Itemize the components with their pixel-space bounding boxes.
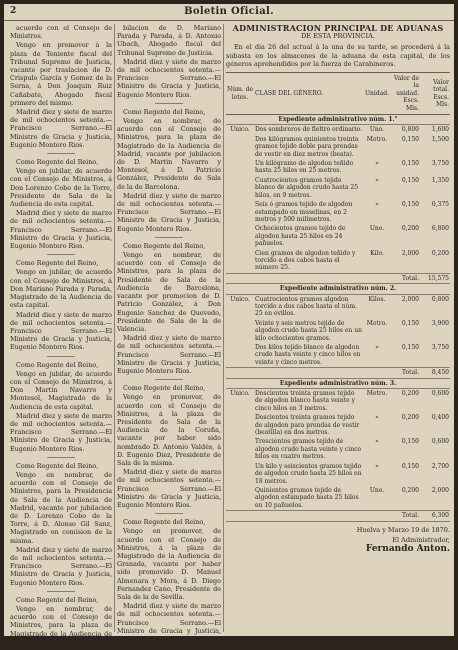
- expediente-total-label: Total.: [226, 273, 420, 283]
- lot-unit-value: 0,150: [401, 160, 419, 168]
- decree-paragraph: Como Regente del Reino,: [16, 461, 99, 470]
- decree-paragraph: Madrid diez y siete de marzo de mil ochocientos setenta.—Francisco Serrano.—El Ministro de Gracia y Justicia, Eugenio Montero Rios.: [117, 602, 221, 644]
- decree-paragraph: Madrid diez y siete de marzo de mil ochocientos setenta.—Francisco Serrano.—El Ministro de Gracia y Justicia, Eugenio Montero Rios.: [117, 334, 221, 375]
- decree-paragraph: Vengo en jubilar, de acuerdo con el Consejo de Ministros, á Don Mariano Parada y Parada, Magistrado de la Audiencia de esta capital.: [10, 268, 112, 310]
- decree-paragraph: Vengo en promover, de acuerdo con el Consejo de Ministros, á la plaza de Magistrado de la Audiencia de Granada, vacante por haber sido promovido D. Manuel Almenara y Mora, á D. Diego Fernandez Cano, Presidente de Sala de la de Sevilla.: [117, 527, 221, 601]
- lot-number: [226, 437, 254, 461]
- notice-signatory-office: El Administrador,: [392, 535, 450, 544]
- expediente-title-row: [226, 284, 450, 294]
- lot-unit-value: 0,150: [401, 201, 419, 209]
- decree-paragraph: Madrid diez y siete de marzo de mil ochocientos setenta.—Francisco Serrano.—El Ministro de Gracia y Justicia, Eugenio Montero Rios.: [10, 209, 112, 251]
- decree-paragraph: Como Regente del Reino,: [16, 158, 99, 167]
- lot-description: Dos kilos tejido blanco de algodon crudo hasta veinte y cinco hilos en veinte y cinco metros.: [255, 344, 361, 366]
- decree-paragraph: Vengo en nombrar, de acuerdo con el Consejo de Ministros, para la plaza de Magistrado de la Audiencia de Madrid, vacante por jubilacion de D. Martin Navarro y Montesol, á D. Patricio González, Presidente de Sala de la de Barcelona.: [117, 117, 221, 191]
- lot-number: [226, 200, 254, 224]
- lot-total-value: 3,900: [431, 319, 449, 327]
- header-total-value: Valor total. Escs. Mls.: [420, 73, 450, 115]
- lot-total-value: 0,600: [431, 390, 449, 398]
- decree-paragraph: Como Regente del Reino,: [16, 360, 99, 369]
- decree-paragraph: Como Regente del Reino,: [123, 384, 206, 393]
- notice-signatory-name: Fernando Anton.: [365, 543, 450, 554]
- lot-description: Trescientos gramos tejido de algodon crudo hasta veinte y cinco hilos en cuatro metros.: [255, 438, 362, 461]
- lot-unit: »: [375, 176, 379, 184]
- expediente-title-row: [226, 378, 450, 388]
- table-row: [226, 294, 450, 319]
- lot-number: [226, 176, 254, 200]
- decree-separator: [155, 379, 183, 380]
- lot-unit-value: 0,150: [401, 319, 419, 327]
- expediente-total-value: 8,450: [420, 368, 450, 378]
- notice-intro: En el dia 26 del actual á la una de su tarde, se procederá á la subasta en los almacenes de la aduana de esta capital, de los géneros aprehendidos por la fuerza de Carabineros.: [226, 43, 450, 68]
- decree-paragraph: Como Regente del Reino,: [123, 241, 206, 250]
- lot-description: Un kilo y seiscientos gramos tejido de algodon crudo hasta 25 hilos en 18 metros.: [255, 462, 362, 485]
- notice-title: ADMINISTRACION PRINCIPAL DE ADUANAS: [232, 23, 444, 33]
- lot-unit: Uno.: [369, 126, 385, 134]
- lot-description: Seis ó gramos tejido de algodon estampado en muselinas, en 2 metros y 500 milímetros.: [255, 201, 353, 223]
- lot-unit-value: 2,000: [401, 249, 419, 257]
- table-row: [226, 159, 450, 176]
- decree-paragraph: Como Regente del Reino,: [16, 595, 99, 604]
- decree-separator: [155, 103, 183, 104]
- table-row: [226, 200, 450, 224]
- decree-block: [10, 361, 112, 453]
- lot-number: [226, 159, 254, 176]
- lot-total-value: 2,000: [431, 486, 449, 494]
- decree-paragraph: Vengo en nombrar, de acuerdo con el Consejo de Ministros, para la plaza de Presidente de Sala de la Audiencia de Barcelona, vacante por promocion de D. Patricio González, á Don Eugenio Sanchez de Quevedo, Presidente de Sala de la de Valencia.: [117, 251, 221, 333]
- lot-unit: »: [375, 201, 379, 209]
- expediente-total-value: 15,575: [420, 273, 450, 283]
- table-row: [226, 437, 450, 461]
- header-unit: Unidad.: [364, 73, 390, 115]
- expediente-total-label: Total.: [226, 511, 420, 521]
- lot-unit: »: [375, 438, 379, 446]
- header-lot-number: Núm. de lotes.: [226, 73, 254, 115]
- page-header: [4, 4, 454, 21]
- decree-paragraph: Madrid diez y siete de marzo de mil ochocientos setenta.—Francisco Serrano.—El Ministro de Gracia y Justicia, Eugenio Montero Rios.: [10, 310, 112, 352]
- decree-paragraph: Madrid diez y siete de marzo de mil ochocientos setenta.—Francisco Serrano.—El Ministro de Gracia y Justicia, Eugenio Montero Rios.: [117, 468, 221, 509]
- lot-total-value: 0,800: [431, 295, 449, 303]
- decree-separator: [47, 356, 75, 357]
- lot-unit-value: 0,150: [401, 438, 419, 446]
- lot-description: Cuatrocientos gramos tejido blanco de algodon crudo hasta 25 hilos, en 9 metros.: [255, 176, 359, 199]
- decree-paragraph: Madrid diez y siete de marzo de mil ochocientos setenta.—Francisco Serrano.—El Ministro de Gracia y Justicia, Eugenio Montero Rios.: [10, 108, 112, 149]
- lot-unit-value: 2,000: [401, 295, 419, 303]
- table-row: [226, 343, 450, 368]
- decree-paragraph: Madrid diez y siete de marzo de mil ochocientos setenta.—Francisco Serrano.—El Ministro de Gracia y Justicia, Eugenio Montero Rios.: [117, 191, 221, 233]
- decree-separator: [155, 513, 183, 514]
- lot-unit-value: 0,800: [401, 126, 419, 134]
- lot-number: [226, 249, 254, 274]
- column-3-customs-notice: [226, 24, 450, 553]
- decree-separator: [47, 457, 75, 458]
- table-header-row: [226, 73, 450, 115]
- lot-total-value: 1,600: [431, 126, 449, 134]
- lot-number: [226, 413, 254, 437]
- table-row: [226, 486, 450, 511]
- lot-description: Ochocientos gramos tejido de algodon hasta 25 hilos en 24 pañuelos.: [255, 225, 346, 248]
- lot-number: [226, 462, 254, 486]
- decree-block: [10, 462, 112, 587]
- lot-number: Unico.: [230, 295, 250, 303]
- decree-paragraph: Vengo en jubilar, de acuerdo con el Consejo de Ministros, á Don Lorenzo Cobo de la Torre, Presidente de Sala de la Audiencia de esta capital.: [10, 167, 112, 209]
- decree-paragraph: bilacion de D. Mariano Parada y Parada, á D. Antonio Ubach, Abogado fiscal del Tribunal Supremo de Justicia.: [117, 24, 221, 57]
- lot-unit-value: 0,200: [401, 225, 419, 233]
- notice-subtitle: DE ESTA PROVINCIA.: [301, 32, 375, 41]
- lot-description: Dos sombreros de fieltro ordinario.: [255, 126, 362, 134]
- decree-block: [117, 108, 221, 233]
- decree-paragraph: Madrid diez y siete de marzo de mil ochocientos setenta.—Francisco Serrano.—El Ministro de Gracia y Justicia, Eugenio Montero Rios.: [10, 411, 112, 453]
- lot-total-value: 2,700: [431, 462, 449, 470]
- lot-number: [226, 319, 254, 343]
- lot-description: Cien gramos de algodon teñido y torcido a dos cabos hasta el número 25.: [255, 249, 356, 272]
- newspaper-page: [4, 4, 454, 646]
- column-rule: [223, 24, 224, 632]
- lot-unit: Metro.: [366, 319, 388, 327]
- decree-paragraph: acuerdo con el Consejo de Ministros.: [10, 24, 112, 41]
- expediente-total-row: [226, 368, 450, 378]
- lot-unit-value: 0,150: [401, 462, 419, 470]
- decree-separator: [155, 237, 183, 238]
- table-row: [226, 125, 450, 135]
- lot-unit-value: 0,150: [401, 344, 419, 352]
- expediente-title: Expediente administrativo núm. 3.: [226, 378, 450, 388]
- decree-paragraph: Madrid diez y siete de marzo de mil ochocientos setenta.—Francisco Serrano.—El Ministro de Gracia y Justicia, Eugenio Montero Rios.: [117, 57, 221, 99]
- lot-total-value: 0,600: [431, 438, 449, 446]
- lot-description: Quinientos gramos tejido de algodon estampado hasta 25 hilos en 10 pañuelos.: [255, 486, 359, 509]
- lot-description: Cuatrocientos gramos algodon torcido a dos cabos hasta el núm. 25 en ovillos.: [255, 295, 357, 318]
- lot-description: Un kilógramo de algodon teñido hasta 25 hilos en 25 metros.: [255, 160, 354, 175]
- lot-total-value: 0,200: [431, 249, 449, 257]
- page-number: 2: [10, 6, 17, 16]
- column-rule: [114, 24, 115, 632]
- table-row: [226, 135, 450, 159]
- decree-paragraph: Vengo en nombrar, de acuerdo con el Consejo de Ministros, para la Presidencia de Sala de la Audiencia de Madrid, vacante por jubilacion de D. Lorenzo Cobo de la Torre, á D. Alonso Gil Sanz, Magistrado en comision de la misma.: [10, 470, 112, 545]
- table-row: [226, 462, 450, 486]
- decree-paragraph: Como Regente del Reino,: [16, 259, 99, 268]
- table-row: [226, 319, 450, 343]
- lot-description: Doscientos treinta gramos tejido de algodon blanco hasta veinte y cinco hilos en 3 metros.: [255, 390, 355, 412]
- lot-unit: Metro.: [366, 135, 388, 143]
- lot-number: Unico.: [230, 126, 250, 134]
- decree-paragraph: Vengo en nombrar, de acuerdo con el Consejo de Ministros, para la plaza de Magistrado de la Audiencia de Madrid, vacante por ju-: [10, 605, 112, 646]
- column-1: [10, 24, 112, 650]
- decree-paragraph: Madrid diez y siete de marzo de mil ochocientos setenta.—Francisco Serrano.—El Ministro de Gracia y Justicia, Eugenio Montero Rios.: [10, 545, 112, 587]
- lot-unit: Metro.: [366, 390, 388, 398]
- decree-block: [10, 24, 112, 149]
- lot-total-value: 6,800: [431, 225, 449, 233]
- lot-unit: »: [375, 414, 379, 422]
- decree-paragraph: Como Regente del Reino,: [123, 107, 206, 116]
- table-row: [226, 176, 450, 200]
- lot-unit-value: 0,200: [401, 414, 419, 422]
- auction-table: [226, 72, 450, 522]
- lot-number: [226, 224, 254, 248]
- lot-total-value: 1,500: [431, 135, 449, 143]
- lot-description: Doscientos treinta gramos tejido de algodon para prendas de vestir (beatilla) en dos metros.: [255, 414, 360, 437]
- expediente-title: Expediente administrativo núm. 1.°: [226, 115, 450, 125]
- decree-block: [10, 259, 112, 351]
- lot-number: [226, 343, 254, 368]
- decree-block: [10, 158, 112, 250]
- page-title: Boletin Oficial.: [184, 6, 274, 17]
- lot-unit-value: 0,150: [401, 176, 419, 184]
- lot-number: [226, 486, 254, 511]
- header-goods-class: CLASE DEL GÉNERO.: [254, 73, 364, 115]
- decree-separator: [47, 254, 75, 255]
- lot-unit-value: 0,150: [401, 135, 419, 143]
- lot-unit: Kilo.: [370, 249, 384, 257]
- lot-description: Veinte y seis metros tejido de algodon crudo hasta 25 hilos en un kilo ochocientos gramos.: [255, 319, 362, 342]
- expediente-title: Expediente administrativo núm. 2.: [226, 284, 450, 294]
- expediente-total-row: [226, 511, 450, 521]
- decree-block: [10, 596, 112, 646]
- decree-paragraph: Vengo en promover, de acuerdo con el Consejo de Ministros, á la plaza de Presidente de Sala de la Audiencia de la Coruña, vacante por haber sido nombrado D. Antonio Valdés, á D. Eugenio Diez, Presidente de Sala de la misma.: [117, 393, 221, 467]
- lot-total-value: 0,400: [431, 414, 449, 422]
- expediente-total-row: [226, 273, 450, 283]
- lot-unit: »: [375, 344, 379, 352]
- header-unit-value: Valor de la unidad. Escs. Mls.: [390, 73, 420, 115]
- lot-unit-value: 0,200: [401, 390, 419, 398]
- lot-unit: Uno.: [369, 225, 385, 233]
- decree-paragraph: Vengo en jubilar, de acuerdo con el Consejo de Ministros, á Don Martin Navarro y Montesol, Magistrado de la Audiencia de esta capital.: [10, 369, 112, 411]
- decree-separator: [47, 591, 75, 592]
- expediente-total-value: 6,300: [420, 511, 450, 521]
- lot-unit: Uno.: [369, 486, 385, 494]
- lot-total-value: 3,750: [431, 160, 449, 168]
- decree-separator: [47, 153, 75, 154]
- table-row: [226, 224, 450, 248]
- table-row: [226, 249, 450, 274]
- lot-total-value: 1,350: [431, 176, 449, 184]
- lot-total-value: 0,375: [431, 201, 449, 209]
- lot-number: [226, 135, 254, 159]
- decree-paragraph: Vengo en promover á la plaza de Teniente fiscal del Tribunal Supremo de Justicia, vacante por traslacion de D. Crispulo García y Gomez de la Serna, á Don Joaquin Ruiz Cañabate, Abogado fiscal primero del mismo.: [10, 41, 112, 107]
- lot-total-value: 3,750: [431, 344, 449, 352]
- lot-unit-value: 0,200: [401, 486, 419, 494]
- table-row: [226, 389, 450, 414]
- lot-unit: »: [375, 160, 379, 168]
- decree-block: [117, 384, 221, 509]
- decree-block: [117, 518, 221, 643]
- decree-block: [117, 24, 221, 99]
- lot-unit: Kilos.: [368, 295, 386, 303]
- table-row: [226, 413, 450, 437]
- decree-block: [117, 242, 221, 375]
- column-2: [117, 24, 221, 647]
- decree-paragraph: Como Regente del Reino,: [123, 518, 206, 527]
- expediente-total-label: Total.: [226, 368, 420, 378]
- lot-number: Unico.: [230, 390, 250, 398]
- lot-description: Dos kilógramos quinientos treinta gramos tejido doble para prendas de vestir en diez metros (beata).: [255, 135, 359, 158]
- lot-unit: »: [375, 462, 379, 470]
- expediente-title-row: [226, 115, 450, 125]
- notice-date: Huelva y Marzo 19 de 1870.: [356, 525, 450, 534]
